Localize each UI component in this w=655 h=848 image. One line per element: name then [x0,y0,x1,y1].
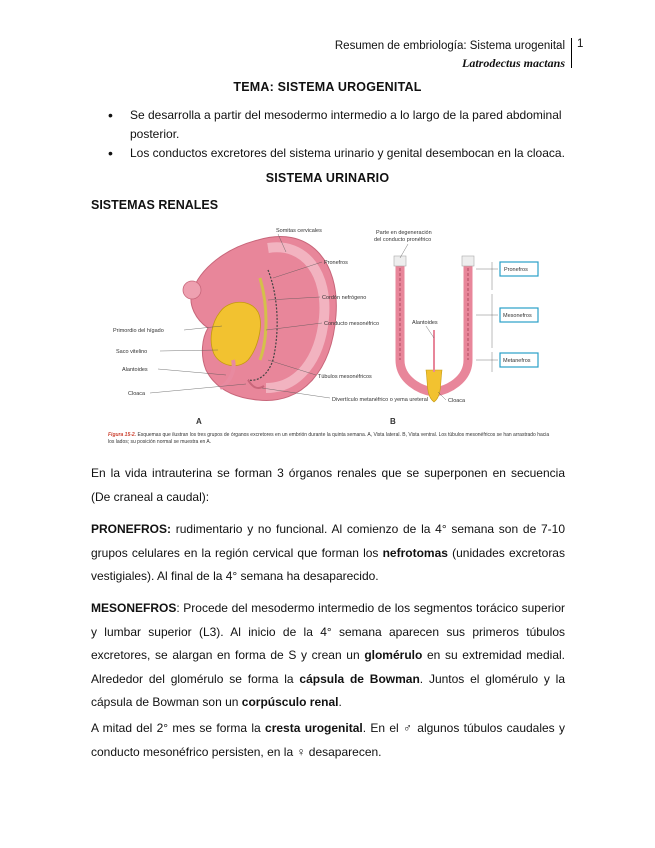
section-title: SISTEMA URINARIO [265,171,390,185]
label-conducto: Conducto mesonéfrico [324,321,380,327]
label-tubulos: Túbulos mesonéfricos [318,374,372,380]
running-header [335,38,565,72]
pronefros-text-2: (unidades excretoras vestigiales). Al final de la 4° semana ha desaparecido. [91,545,565,583]
main-title: TEMA: SISTEMA UROGENITAL [233,80,422,94]
header-divider [571,38,572,68]
mesonefros-text-3: . Juntos el glomérulo y la cápsula de Bowman son un [91,671,565,709]
label-higado: Primordio del hígado [113,328,164,334]
cresta-paragraph [91,717,565,764]
intro-paragraph: En la vida intrauterina se forman 3 órganos renales que se superponen en secuencia (De craneal a caudal): [91,466,565,504]
pronefros-term: PRONEFROS: [91,522,172,536]
label-pronefros-a: Pronefros [324,260,348,266]
bullet-list [108,106,568,163]
figure-caption-text: Esquemas que ilustran los tres grupos de órganos excretores en un embrión durante la quinta semana. A, Vista lateral. B, Vista ventral. Los túbulos mesonéfricos se han arrastrado hacia los lados; su posición normal se muestra en A. [108,432,550,445]
label-degen-1: Parte en degeneración [376,230,432,236]
bullet-item: • Se desarrolla a partir del mesodermo intermedio a lo largo de la pared abdominal posterior. [108,106,568,144]
mesonefros-text-1: : Procede del mesodermo intermedio de los segmentos torácico superior y lumbar superior (L3). Al inicio de la 4° semana aparecen sus primeros túbulos excretores, se alargan en forma de S y crean un [91,601,565,662]
box-metanefros: Metanefros [503,358,531,364]
mesonefros-text-4: . [338,695,342,709]
corpusculo-term: corpúsculo renal [241,695,339,709]
pronefros-text-1: rudimentario y no funcional. Al comienzo de la 4° semana son de 7-10 grupos celulares en la región cervical que forman los [91,522,565,560]
figure-caption [108,432,554,446]
cresta-text-1: A mitad del 2° mes se forma la [91,721,266,735]
label-alantoides-a: Alantoides [122,367,148,373]
nefrotomas-term: nefrotomas [382,545,448,560]
mesonefros-term: MESONEFROS [91,601,177,615]
mesonefros-text-2: en su extremidad medial. Alrededor del glomérulo se forma la [91,648,565,686]
bullet-item: • Los conductos excretores del sistema urinario y genital desembocan en la cloaca. [108,144,568,163]
header-title: Resumen de embriología: Sistema urogenital [334,40,565,52]
mesonefros-paragraph [91,597,565,715]
label-somitas: Somitas cervicales [276,228,322,234]
embryo-figure [108,220,548,456]
cresta-term: cresta urogenital [265,721,363,735]
header-subtitle: Latrodectus mactans [461,56,565,70]
panel-b-label: B [390,417,396,426]
label-cloaca-b: Cloaca [448,398,466,404]
box-mesonefros: Mesonefros [503,313,532,319]
label-cordon: Cordón nefrógeno [322,295,367,301]
label-cloaca-a: Cloaca [128,391,146,397]
box-pronefros: Pronefros [504,267,528,273]
page-number: 1 [577,38,584,50]
label-degen-2: del conducto pronéfrico [374,237,432,243]
glomerulo-term: glomérulo [364,648,423,662]
label-diverticulo: Divertículo metanéfrico o yema ureteral [332,397,428,403]
figure-caption-id: Figura 15-2. [108,432,137,438]
embryo-diagram [108,220,548,456]
panel-a-label: A [196,417,202,426]
embryo-ventral-view [394,256,474,402]
label-saco: Saco vitelino [116,349,148,355]
embryo-lateral-view [183,237,336,401]
capsula-term: cápsula de Bowman [299,671,420,686]
subsection-title: SISTEMAS RENALES [91,198,219,212]
cresta-text-2: . En el ♂ algunos túbulos caudales y conducto mesonéfrico persisten, en la ♀ desaparecen. [91,721,565,759]
label-alantoides-b: Alantoides [412,320,438,326]
pronefros-paragraph [91,518,565,589]
